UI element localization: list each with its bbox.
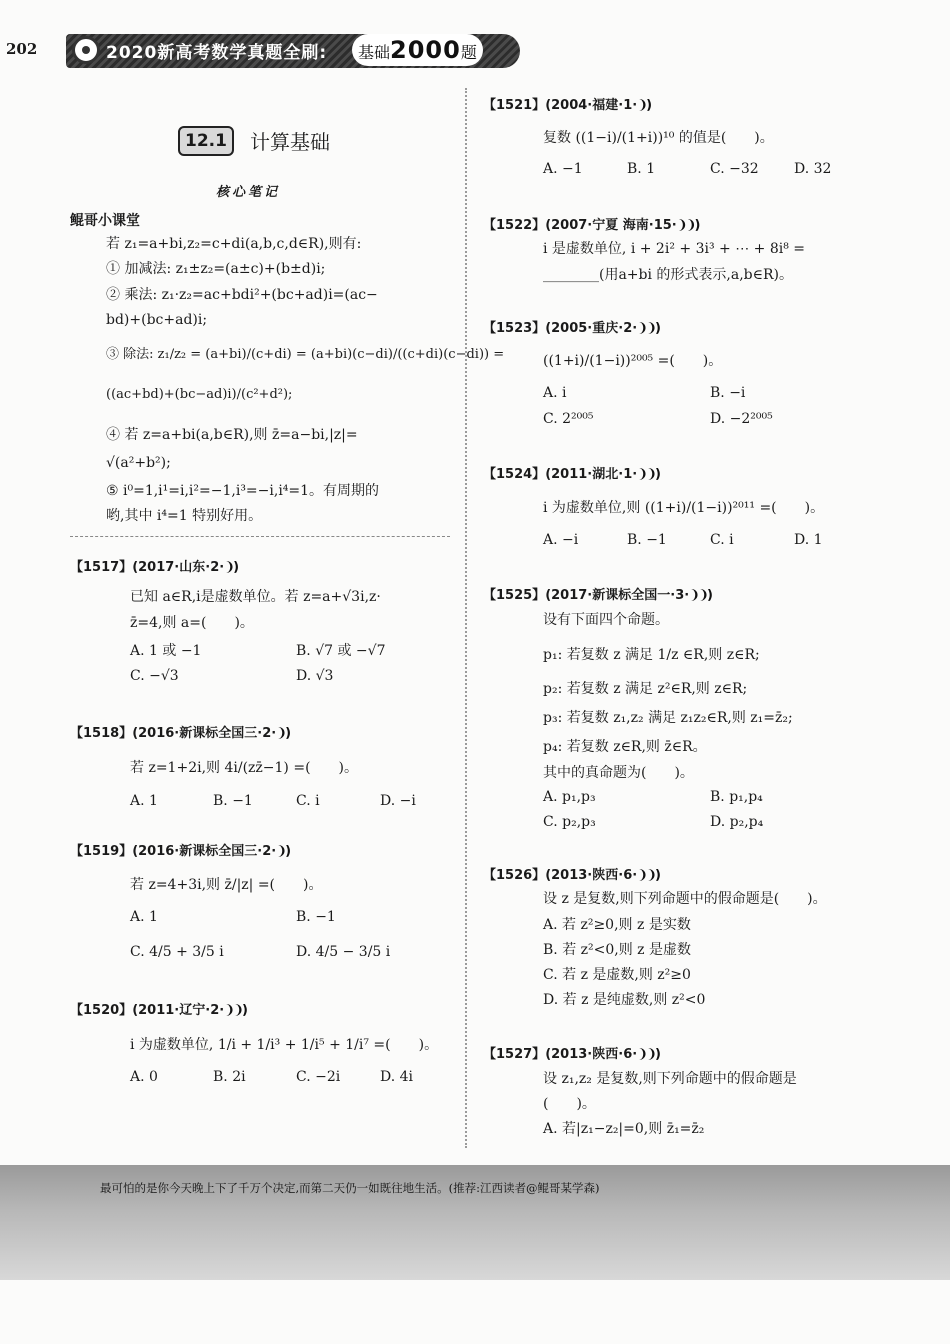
- question-header: 【1526】(2013·陕西·6·❩❩): [483, 868, 659, 883]
- note-line: ① 加减法: z₁±z₂=(a±c)+(b±d)i;: [106, 261, 326, 277]
- option-a: A. −1: [543, 161, 583, 177]
- difficulty-icon: ❩❩): [637, 321, 659, 336]
- difficulty-icon: ❩): [637, 98, 651, 113]
- option-c: C. 2²⁰⁰⁵: [543, 411, 594, 427]
- question-stem: p₄: 若复数 z∈R,则 z̄∈R。: [543, 739, 707, 755]
- note-line: 哟,其中 i⁴=1 特别好用。: [106, 508, 263, 524]
- option-c: C. −√3: [130, 668, 179, 684]
- question-header: 【1521】(2004·福建·1·❩): [483, 98, 651, 113]
- note-line: ③ 除法: z₁/z₂ = (a+bi)/(c+di) = (a+bi)(c−di)/((c+di)(c−di)) =: [106, 347, 505, 362]
- note-line: ② 乘法: z₁·z₂=ac+bdi²+(bc+ad)i=(ac−: [106, 287, 378, 303]
- question-header: 【1527】(2013·陕西·6·❩❩): [483, 1047, 659, 1062]
- note-line: √(a²+b²);: [106, 455, 171, 471]
- question-header: 【1520】(2011·辽宁·2·❩❩): [70, 1003, 246, 1018]
- question-stem: 若 z=4+3i,则 z̄/|z| =( )。: [130, 877, 323, 893]
- option-d: D. 1: [794, 532, 823, 548]
- question-stem: i 为虚数单位, 1/i + 1/i³ + 1/i⁵ + 1/i⁷ =( )。: [130, 1037, 439, 1053]
- question-stem: ((1+i)/(1−i))²⁰⁰⁵ =( )。: [543, 353, 723, 369]
- note-line: bd)+(bc+ad)i;: [106, 312, 208, 328]
- question-header: 【1523】(2005·重庆·2·❩❩): [483, 321, 659, 336]
- difficulty-icon: ❩❩): [637, 868, 659, 883]
- question-header: 【1517】(2017·山东·2·❩): [70, 560, 238, 575]
- difficulty-icon: ❩): [276, 726, 290, 741]
- option-d: D. 4i: [380, 1069, 414, 1085]
- difficulty-icon: ❩❩): [689, 588, 711, 603]
- difficulty-icon: ❩❩): [224, 1003, 246, 1018]
- question-stem: 设 z 是复数,则下列命题中的假命题是( )。: [543, 891, 827, 907]
- option-b: B. −1: [213, 793, 253, 809]
- option-a: A. 0: [130, 1069, 158, 1085]
- lesson-title: 鲲哥小课堂: [70, 213, 140, 229]
- notes-separator: [70, 536, 450, 537]
- option-b: B. −i: [710, 385, 746, 401]
- difficulty-icon: ❩❩): [676, 218, 699, 233]
- question-stem: p₁: 若复数 z 满足 1/z ∈R,则 z∈R;: [543, 647, 760, 663]
- option-a: A. 1: [130, 909, 158, 925]
- question-stem: ________(用a+bi 的形式表示,a,b∈R)。: [543, 267, 794, 283]
- difficulty-icon: ❩❩): [637, 1047, 659, 1062]
- option-d: D. p₂,p₄: [710, 814, 764, 830]
- option-c: C. i: [296, 793, 320, 809]
- option-d: D. 32: [794, 161, 832, 177]
- note-line: ⑤ i⁰=1,i¹=i,i²=−1,i³=−i,i⁴=1。有周期的: [106, 483, 380, 499]
- notes-heading: 核心笔记: [216, 185, 281, 200]
- option-a: A. 若 z²≥0,则 z 是实数: [543, 917, 691, 933]
- note-line: 若 z₁=a+bi,z₂=c+di(a,b,c,d∈R),则有:: [106, 236, 362, 252]
- question-stem: i 为虚数单位,则 ((1+i)/(1−i))²⁰¹¹ =( )。: [543, 500, 825, 516]
- option-b: B. −1: [296, 909, 336, 925]
- question-stem: 设有下面四个命题。: [543, 612, 669, 628]
- option-a: A. 若|z₁−z₂|=0,则 z̄₁=z̄₂: [543, 1121, 705, 1137]
- header-circle-icon: [72, 36, 100, 64]
- option-c: C. −32: [710, 161, 759, 177]
- book-title: 2020新高考数学真题全刷:: [106, 43, 328, 63]
- option-c: C. −2i: [296, 1069, 341, 1085]
- difficulty-icon: ❩): [276, 844, 290, 859]
- question-stem: z̄=4,则 a=( )。: [130, 615, 254, 631]
- question-stem: 已知 a∈R,i是虚数单位。若 z=a+√3i,z·: [130, 589, 381, 605]
- option-c: C. 4/5 + 3/5 i: [130, 944, 224, 960]
- question-stem: p₂: 若复数 z 满足 z²∈R,则 z∈R;: [543, 681, 748, 697]
- question-stem: i 是虚数单位, i + 2i² + 3i³ + ⋯ + 8i⁸ =: [543, 241, 806, 257]
- book-subtitle: [352, 34, 483, 66]
- option-b: B. p₁,p₄: [710, 789, 763, 805]
- subtitle-prefix: 基础: [358, 43, 391, 62]
- option-c: C. p₂,p₃: [543, 814, 596, 830]
- question-header: 【1519】(2016·新课标全国三·2·❩): [70, 844, 290, 859]
- note-line: ④ 若 z=a+bi(a,b∈R),则 z̄=a−bi,|z|=: [106, 427, 358, 443]
- option-d: D. 4/5 − 3/5 i: [296, 944, 391, 960]
- option-d: D. 若 z 是纯虚数,则 z²<0: [543, 992, 706, 1008]
- section-title: 计算基础: [250, 130, 330, 154]
- option-a: A. i: [543, 385, 567, 401]
- subtitle-number: 2000: [390, 36, 461, 64]
- question-stem: p₃: 若复数 z₁,z₂ 满足 z₁z₂∈R,则 z₁=z̄₂;: [543, 710, 793, 726]
- note-line: ((ac+bd)+(bc−ad)i)/(c²+d²);: [106, 387, 293, 402]
- question-header: 【1522】(2007·宁夏 海南·15·❩❩): [483, 218, 699, 233]
- question-stem: ( )。: [543, 1096, 596, 1112]
- subtitle-suffix: 题: [460, 43, 477, 62]
- difficulty-icon: ❩❩): [637, 467, 659, 482]
- option-b: B. √7 或 −√7: [296, 643, 386, 659]
- section-number: 12.1: [178, 126, 234, 156]
- question-stem: 设 z₁,z₂ 是复数,则下列命题中的假命题是: [543, 1071, 797, 1087]
- question-stem: 复数 ((1−i)/(1+i))¹⁰ 的值是( )。: [543, 130, 774, 146]
- column-divider: [465, 88, 467, 1148]
- option-d: D. −2²⁰⁰⁵: [710, 411, 773, 427]
- option-a: A. −i: [543, 532, 579, 548]
- option-d: D. −i: [380, 793, 416, 809]
- option-b: B. 若 z²<0,则 z 是虚数: [543, 942, 691, 958]
- difficulty-icon: ❩): [224, 560, 238, 575]
- option-b: B. 2i: [213, 1069, 246, 1085]
- option-c: C. i: [710, 532, 734, 548]
- option-b: B. −1: [627, 532, 667, 548]
- question-header: 【1525】(2017·新课标全国一·3·❩❩): [483, 588, 711, 603]
- option-a: A. 1: [130, 793, 158, 809]
- option-a: A. p₁,p₃: [543, 789, 596, 805]
- option-d: D. √3: [296, 668, 334, 684]
- question-header: 【1518】(2016·新课标全国三·2·❩): [70, 726, 290, 741]
- option-a: A. 1 或 −1: [130, 643, 202, 659]
- page-number: 202: [6, 40, 38, 58]
- question-stem: 其中的真命题为( )。: [543, 765, 694, 781]
- option-b: B. 1: [627, 161, 656, 177]
- question-stem: 若 z=1+2i,则 4i/(zz̄−1) =( )。: [130, 760, 358, 776]
- footer-quote: 最可怕的是你今天晚上下了千万个决定,而第二天仍一如既往地生活。(推荐:江西读者@鲲哥某学森): [100, 1181, 600, 1195]
- question-header: 【1524】(2011·湖北·1·❩❩): [483, 467, 659, 482]
- option-c: C. 若 z 是虚数,则 z²≥0: [543, 967, 691, 983]
